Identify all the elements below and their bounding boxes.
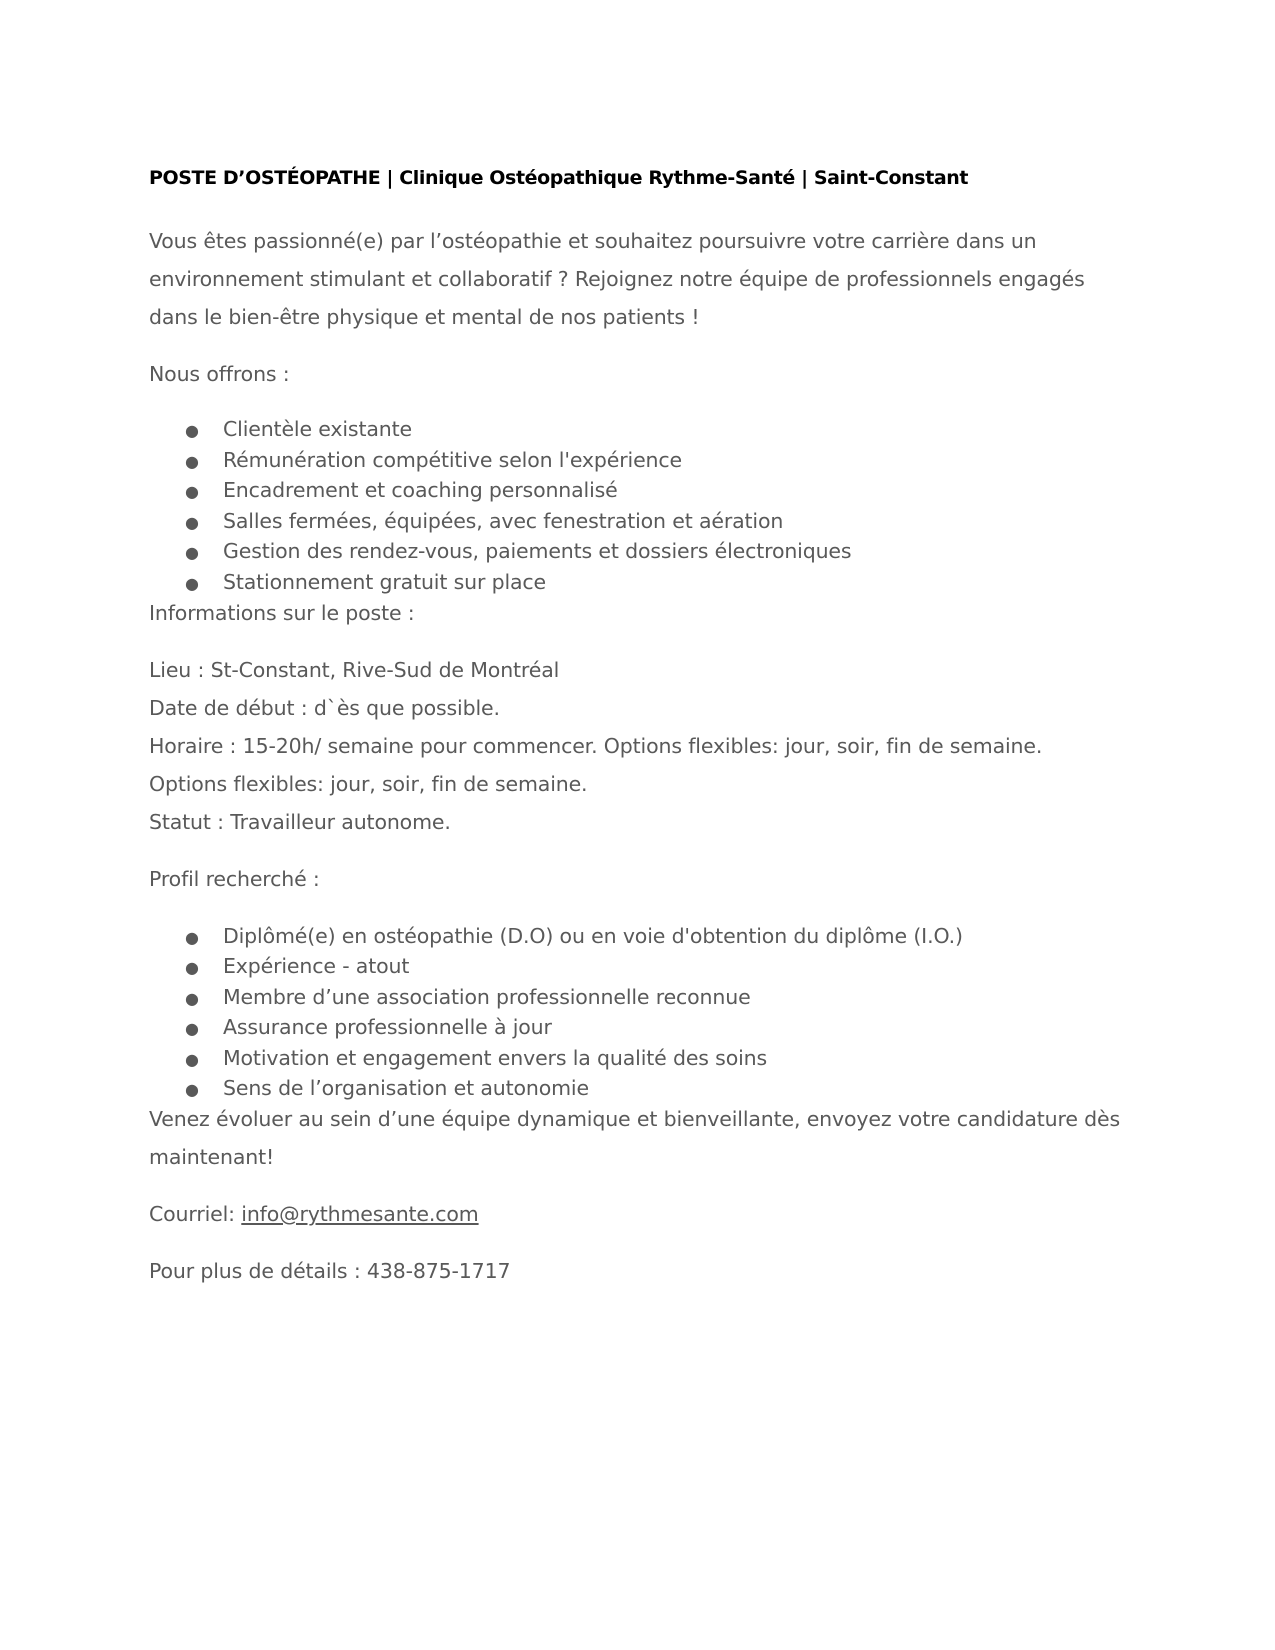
profile-item: Assurance professionnelle à jour: [223, 1015, 552, 1039]
offer-heading: Nous offrons :: [149, 362, 290, 386]
bullet-icon: ●: [185, 1080, 199, 1099]
bullet-icon: ●: [185, 513, 199, 532]
bullet-icon: ●: [185, 482, 199, 501]
bullet-icon: ●: [185, 1050, 199, 1069]
email-line: [149, 1202, 479, 1226]
offer-item: Salles fermées, équipées, avec fenestration et aération: [223, 509, 784, 533]
profile-item: Sens de l’organisation et autonomie: [223, 1076, 589, 1100]
offer-item: Rémunération compétitive selon l'expérience: [223, 448, 682, 472]
intro-line-1: Vous êtes passionné(e) par l’ostéopathie et souhaitez poursuivre votre carrière dans un: [149, 229, 1037, 253]
intro-line-2: environnement stimulant et collaboratif ? Rejoignez notre équipe de professionnels engagés: [149, 267, 1085, 291]
offer-item: Encadrement et coaching personnalisé: [223, 478, 618, 502]
bullet-icon: ●: [185, 421, 199, 440]
intro-line-3: dans le bien-être physique et mental de nos patients !: [149, 305, 700, 329]
profile-heading: Profil recherché :: [149, 867, 320, 891]
email-label: Courriel:: [149, 1202, 242, 1226]
bullet-icon: ●: [185, 928, 199, 947]
offer-item: Gestion des rendez-vous, paiements et dossiers électroniques: [223, 539, 852, 563]
profile-item: Diplômé(e) en ostéopathie (D.O) ou en voie d'obtention du diplôme (I.O.): [223, 924, 963, 948]
info-line-location: Lieu : St-Constant, Rive-Sud de Montréal: [149, 658, 560, 682]
profile-item: Membre d’une association professionnelle reconnue: [223, 985, 751, 1009]
bullet-icon: ●: [185, 452, 199, 471]
offer-item: Clientèle existante: [223, 417, 412, 441]
info-line-status: Statut : Travailleur autonome.: [149, 810, 451, 834]
closing-line-2: maintenant!: [149, 1145, 275, 1169]
profile-item: Motivation et engagement envers la qualité des soins: [223, 1046, 768, 1070]
bullet-icon: ●: [185, 543, 199, 562]
info-line-start-date: Date de début : d`ès que possible.: [149, 696, 500, 720]
info-heading: Informations sur le poste :: [149, 601, 415, 625]
page-title: POSTE D’OSTÉOPATHE | Clinique Ostéopathique Rythme-Santé | Saint-Constant: [149, 167, 969, 189]
closing-line-1: Venez évoluer au sein d’une équipe dynamique et bienveillante, envoyez votre candidature dès: [149, 1107, 1121, 1131]
bullet-icon: ●: [185, 574, 199, 593]
bullet-icon: ●: [185, 989, 199, 1008]
email-link[interactable]: info@rythmesante.com: [241, 1202, 479, 1226]
info-line-options: Options flexibles: jour, soir, fin de semaine.: [149, 772, 588, 796]
bullet-icon: ●: [185, 1019, 199, 1038]
offer-item: Stationnement gratuit sur place: [223, 570, 547, 594]
profile-item: Expérience - atout: [223, 954, 410, 978]
phone-line: Pour plus de détails : 438-875-1717: [149, 1259, 511, 1283]
bullet-icon: ●: [185, 958, 199, 977]
info-line-schedule: Horaire : 15-20h/ semaine pour commencer. Options flexibles: jour, soir, fin de semaine.: [149, 734, 1043, 758]
